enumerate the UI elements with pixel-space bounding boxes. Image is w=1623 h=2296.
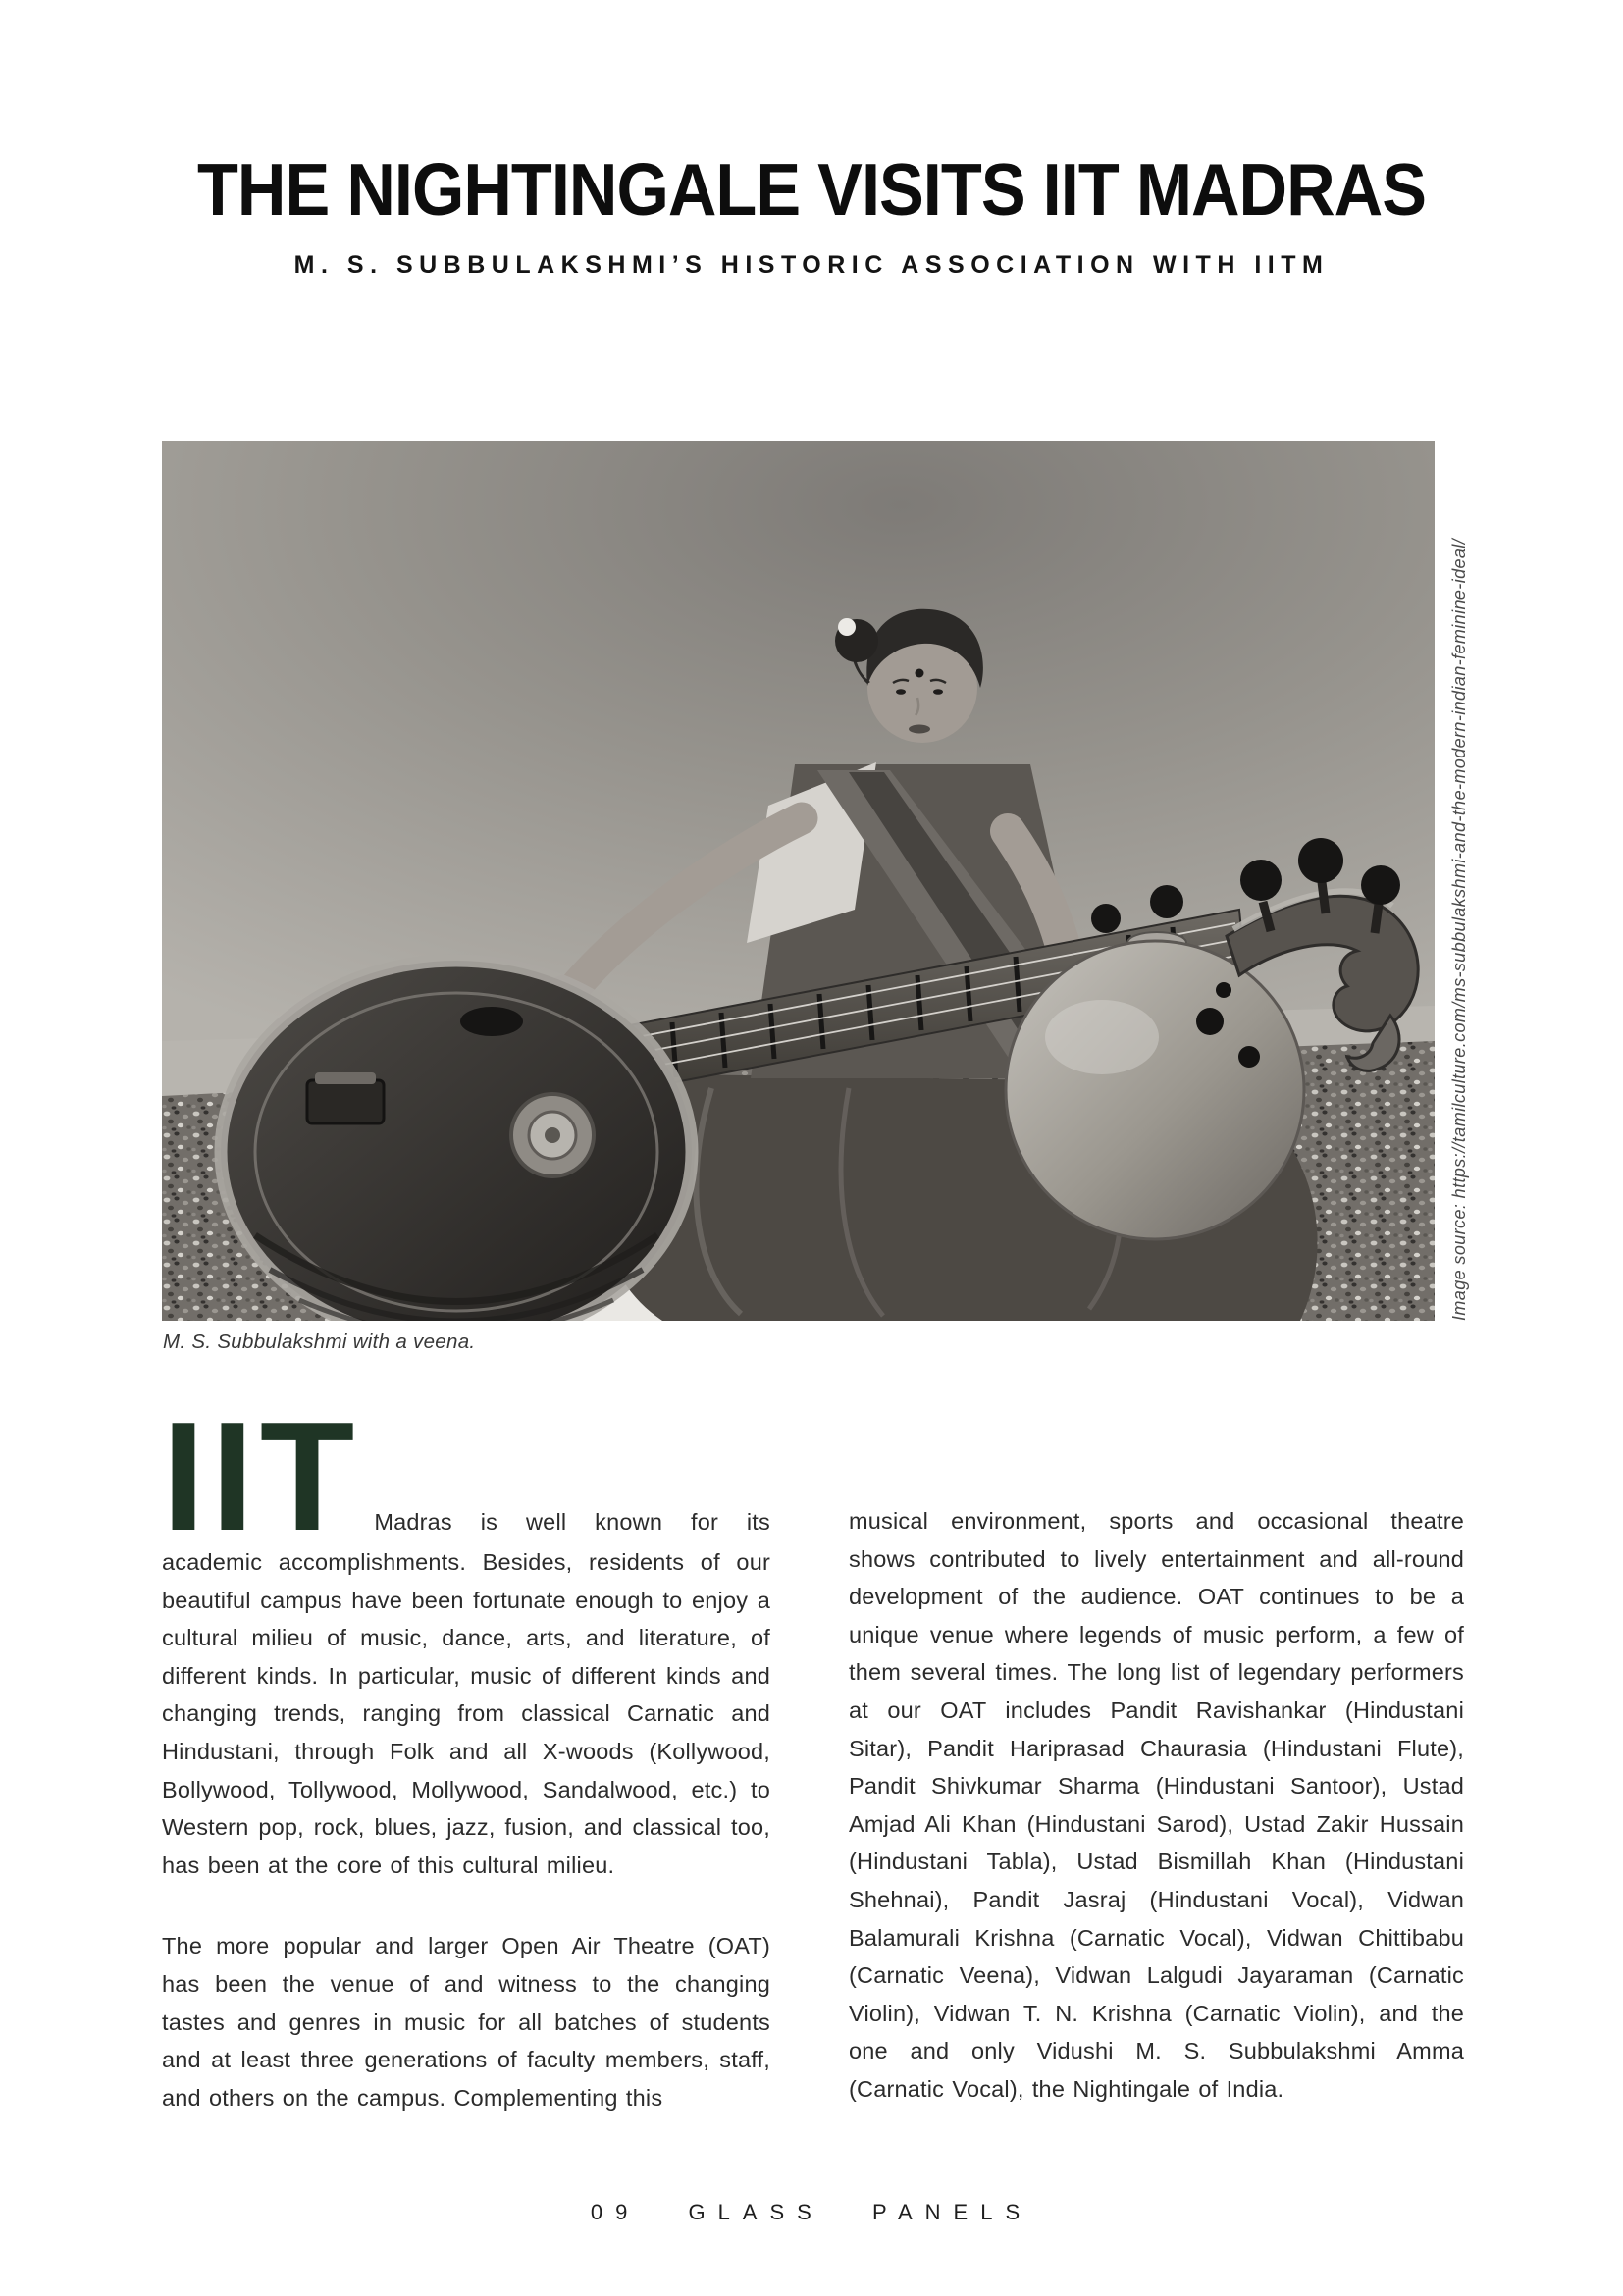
paragraph-intro: [162, 1390, 770, 1884]
image-source-text: Image source: https://tamilculture.com/ms-subbulakshmi-and-the-modern-indian-feminine-ideal/: [1449, 538, 1469, 1321]
paragraph-intro-text: Madras is well known for its academic accomplishments. Besides, residents of our beautiful campus have been fortunate enough to enjoy a cultural milieu of music, dance, arts, and literature, of different kinds. In particular, music of different kinds and changing trends, ranging from classical Carnatic and Hindustani, through Folk and all X-woods (Kollywood, Bollywood, Tollywood, Mollywood, Sandalwood, etc.) to Western pop, rock, blues, jazz, fusion, and classical too, has been at the core of this cultural milieu.: [162, 1509, 770, 1878]
article-column-left: [162, 1390, 770, 2116]
photo-caption: M. S. Subbulakshmi with a veena.: [163, 1331, 476, 1353]
article-body: [162, 1390, 1464, 2116]
paragraph-performers: musical environment, sports and occasional theatre shows contributed to lively entertainment and all-round development of the audience. OAT continues to be a unique venue where legends of music perform, a few of them several times. The long list of legendary performers at our OAT includes Pandit Ravishankar (Hindustani Sitar), Pandit Hariprasad Chaurasia (Hindustani Flute), Pandit Shivkumar Sharma (Hindustani Santoor), Ustad Amjad Ali Khan (Hindustani Sarod), Ustad Zakir Hussain (Hindustani Tabla), Ustad Bismillah Khan (Hindustani Shehnai), Pandit Jasraj (Hindustani Vocal), Vidwan Balamurali Krishna (Carnatic Vocal), Vidwan Chittibabu (Carnatic Veena), Vidwan Lalgudi Jayaraman (Carnatic Violin), Vidwan T. N. Krishna (Carnatic Violin), and the one and only Vidushi M. S. Subbulakshmi Amma (Carnatic Vocal), the Nightingale of India.: [849, 1508, 1464, 2102]
article-column-right: [849, 1411, 1464, 2116]
photo-illustration: [162, 441, 1435, 1321]
dropcap-iit: IIT: [162, 1390, 361, 1563]
veena-body: [221, 961, 692, 1321]
image-source-credit: [1445, 441, 1475, 1321]
photo-subbulakshmi-with-veena: [162, 441, 1435, 1321]
page-footer: 09 GLASS PANELS: [590, 2200, 1033, 2224]
page-title: THE NIGHTINGALE VISITS IIT MADRAS: [196, 148, 1427, 232]
page-subtitle: M. S. SUBBULAKSHMI’S HISTORIC ASSOCIATION WITH IITM: [293, 251, 1330, 279]
paragraph-oat: The more popular and larger Open Air Theatre (OAT) has been the venue of and witness to the changing tastes and genres in music for all batches of students and at least three generations of faculty members, staff, and others on the campus. Complementing this: [162, 1933, 770, 2111]
